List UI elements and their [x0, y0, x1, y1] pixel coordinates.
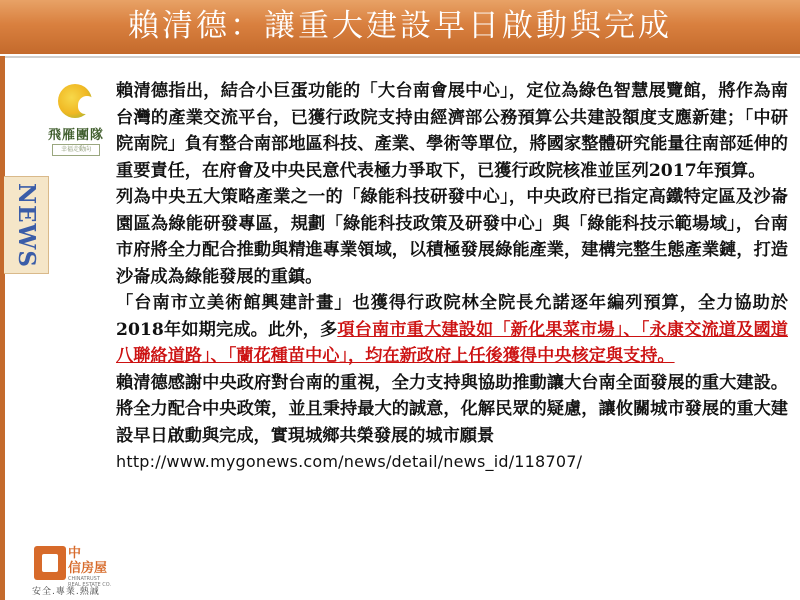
source-url: http://www.mygonews.com/news/detail/news_id/118707/	[116, 452, 583, 471]
article-body	[116, 78, 788, 476]
logo-name: 飛雁團隊	[47, 128, 104, 143]
paragraph-3-highlight: 項台南市重大建設如「新化果菜市場」、「永康交流道及國道八聯絡道路」、「蘭花種苗中心」，均在新政府上任後獲得中央核定與支持。	[116, 319, 788, 366]
paragraph-3	[116, 290, 788, 370]
paragraph-2: 列為中央五大策略產業之一的「綠能科技研發中心」，中央政府已指定高鐵特定區及沙崙園區為綠能研發專區，規劃「綠能科技政策及研發中心」與「綠能科技示範場域」，台南市府將全力配合推動與精進專業領域，以積極發展綠能產業，建構完整生態產業鏈，打造沙崙成為綠能發展的重鎮。	[116, 187, 788, 287]
logo-subtitle: 幸福走動向	[52, 144, 100, 156]
cx-slogan: 安全.專業.熱誠	[32, 587, 100, 597]
title-bar	[0, 0, 800, 56]
cx-name: 中 信房屋	[68, 546, 108, 576]
paragraph-3-text: 「台南市立美術館興建計畫」也獲得行政院林全院長允諾逐年編列預算，全力協助於2018年如期完成。此外，多	[116, 293, 788, 340]
cx-english-name: CHINATRUST REAL ESTATE CO.	[68, 576, 112, 588]
page-title: 賴清德：讓重大建設早日啟動與完成	[128, 8, 672, 44]
chinatrust-logo	[32, 546, 112, 596]
feiyan-team-logo	[46, 80, 104, 174]
news-label: NEWS	[13, 183, 40, 268]
bird-logo-icon	[58, 84, 92, 118]
news-tab	[4, 176, 49, 274]
house-logo-icon	[34, 546, 66, 580]
left-accent-bar	[0, 56, 5, 600]
paragraph-1: 賴清德指出，結合小巨蛋功能的「大台南會展中心」，定位為綠色智慧展覽館，將作為南台灣的產業交流平台，已獲行政院支持由經濟部公務預算公共建設額度支應新建；「中研院南院」負有整合南部地區科技、產業、學術等單位，將國家整體研究能量往南部延伸的重要責任，在府會及中央民意代表極力爭取下，已獲行政院核准並匡列2017年預算。	[116, 81, 788, 181]
paragraph-4: 賴清德感謝中央政府對台南的重視，全力支持與協助推動讓大台南全面發展的重大建設。將全力配合中央政策，並且秉持最大的誠意，化解民眾的疑慮，讓攸關城市發展的重大建設早日啟動與完成，實現城鄉共榮發展的城市願景	[116, 372, 788, 446]
